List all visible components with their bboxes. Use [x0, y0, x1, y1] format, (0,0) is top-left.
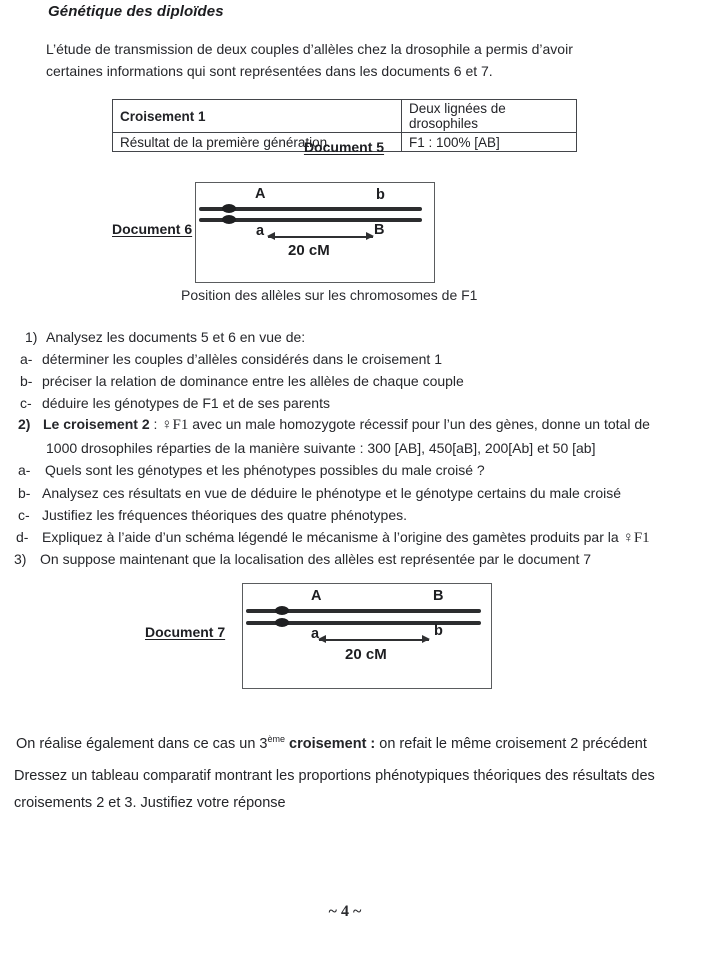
- question-text: Justifiez les fréquences théoriques des quatre phénotypes.: [42, 507, 408, 523]
- allele-label-a: a: [311, 626, 320, 642]
- distance-arrow: [268, 236, 373, 238]
- allele-label-B: B: [433, 588, 444, 604]
- closing-text: On réalise également dans ce cas un 3: [16, 736, 268, 752]
- ordinal-superscript: ème: [267, 734, 285, 745]
- question-1c: [20, 395, 330, 411]
- question-number: a-: [20, 351, 33, 367]
- question-text: Expliquez à l’aide d’un schéma légendé le mécanisme à l’origine des gamètes produits par la: [42, 529, 623, 545]
- centromere-dot: [222, 204, 236, 213]
- female-symbol: ♀F1: [622, 530, 650, 546]
- question-text: déterminer les couples d’allèles considérés dans le croisement 1: [42, 351, 442, 367]
- closing-paragraph-2: Dressez un tableau comparatif montrant les proportions phénotypiques théoriques des résultats des croisements 2 et 3. Justifiez votre réponse: [14, 768, 655, 811]
- question-2b: [18, 485, 621, 501]
- table-cell-f1: F1 : 100% [AB]: [402, 133, 577, 152]
- question-number: c-: [18, 507, 30, 523]
- left-arrowhead-icon: [318, 635, 326, 643]
- question-number: c-: [20, 395, 32, 411]
- question-1: [25, 329, 305, 345]
- distance-label: 20 cM: [288, 242, 330, 259]
- question-3: [14, 551, 591, 567]
- table-cell-croisement1: Croisement 1: [113, 100, 402, 133]
- question-number: b-: [18, 485, 31, 501]
- table-cell-resultat: Résultat de la première génération: [113, 133, 402, 152]
- question-text: 1000 drosophiles réparties de la manière suivante : 300 [AB], 450[aB], 200[Ab] et 50 [ab]: [46, 440, 596, 456]
- question-1a: [20, 351, 442, 367]
- closing-paragraph-1: [16, 731, 647, 758]
- question-text: Analysez les documents 5 et 6 en vue de:: [46, 329, 306, 345]
- right-arrowhead-icon: [422, 635, 430, 643]
- allele-label-a: a: [256, 223, 265, 239]
- document7-figure: [242, 583, 492, 689]
- page-title: Génétique des diploïdes: [48, 3, 224, 20]
- closing-text: on refait le même croisement 2 précédent: [375, 736, 647, 752]
- centromere-dot: [275, 618, 289, 627]
- table-row: [113, 100, 577, 133]
- question-1b: [20, 373, 464, 389]
- question-2: [18, 416, 650, 434]
- question-text: déduire les génotypes de F1 et de ses parents: [42, 395, 330, 411]
- allele-label-B: B: [374, 222, 385, 238]
- question-text: On suppose maintenant que la localisation des allèles est représentée par le document 7: [40, 551, 592, 567]
- left-arrowhead-icon: [267, 232, 275, 240]
- centromere-dot: [222, 215, 236, 224]
- distance-label: 20 cM: [345, 646, 387, 663]
- document6-label: Document 6: [112, 221, 193, 237]
- question-2d: [16, 529, 650, 547]
- question-text: Analysez ces résultats en vue de déduire le phénotype et le génotype certains du male croisé: [42, 485, 622, 501]
- intro-paragraph: L’étude de transmission de deux couples d’allèles chez la drosophile a permis d’avoir certaines informations qui sont représentées dans les documents 6 et 7.: [46, 41, 573, 79]
- table-cell-lignees: Deux lignées de drosophiles: [402, 100, 577, 133]
- question-text: avec un male homozygote récessif pour l’un des gènes, donne un total de: [188, 416, 650, 432]
- right-arrowhead-icon: [366, 232, 374, 240]
- document5-caption: Document 5: [303, 139, 385, 155]
- centromere-dot: [275, 606, 289, 615]
- question-text: préciser la relation de dominance entre les allèles de chaque couple: [42, 373, 464, 389]
- document6-caption: Position des allèles sur les chromosomes de F1: [181, 287, 478, 303]
- closing-bold-text: croisement :: [285, 736, 376, 752]
- question-number: 3): [14, 551, 27, 567]
- question-2a: [18, 462, 485, 478]
- allele-label-A: A: [255, 186, 266, 202]
- allele-label-b: b: [434, 623, 443, 639]
- question-bold-text: Le croisement 2: [43, 416, 150, 432]
- allele-label-A: A: [311, 588, 322, 604]
- question-number: 2): [18, 416, 31, 432]
- question-2-line2: [46, 440, 595, 456]
- page-number: ~ 4 ~: [328, 903, 362, 920]
- female-symbol: ♀F1: [161, 417, 189, 433]
- question-number: b-: [20, 373, 33, 389]
- distance-arrow: [319, 639, 429, 641]
- document7-label: Document 7: [145, 624, 226, 640]
- question-2c: [18, 507, 407, 523]
- question-number: 1): [25, 329, 38, 345]
- document6-figure: [195, 182, 435, 283]
- question-text: Quels sont les génotypes et les phénotypes possibles du male croisé ?: [45, 462, 485, 478]
- allele-label-b: b: [376, 187, 385, 203]
- separator-text: :: [149, 416, 162, 432]
- question-number: d-: [16, 529, 29, 545]
- question-number: a-: [18, 462, 31, 478]
